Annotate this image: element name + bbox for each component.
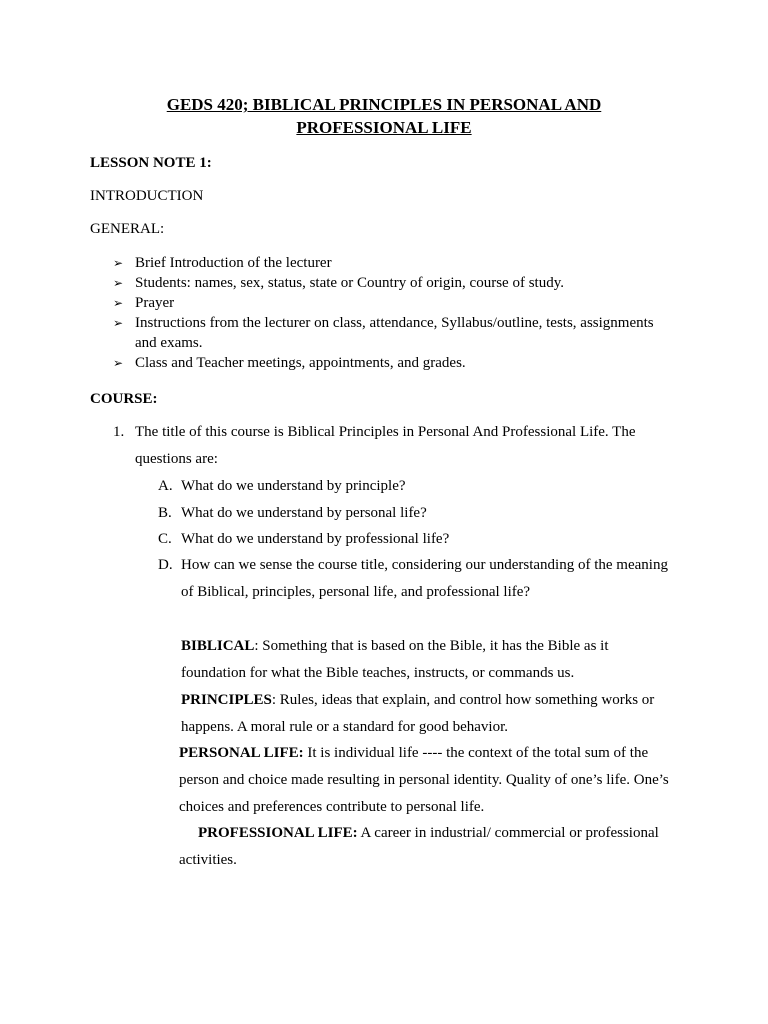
general-heading: GENERAL:	[90, 221, 165, 237]
definition-term: BIBLICAL	[181, 638, 255, 654]
arrow-bullet-icon: ➢	[113, 356, 124, 370]
bullet-text: Class and Teacher meetings, appointments, and grades.	[135, 355, 466, 371]
list-item	[113, 273, 683, 293]
question-text: What do we understand by personal life?	[181, 505, 427, 521]
title-line-2: PROFESSIONAL LIFE	[296, 118, 472, 137]
definition-text: : Rules, ideas that explain, and control how something works or	[271, 692, 655, 708]
item-1-line-1: The title of this course is Biblical Principles in Personal And Professional Life. The	[135, 424, 636, 440]
arrow-bullet-icon: ➢	[113, 296, 124, 310]
item-number: 1.	[113, 424, 125, 440]
introduction-heading: INTRODUCTION	[90, 188, 204, 204]
definition-personal-life-line-1	[179, 740, 648, 767]
question-text-continued: of Biblical, principles, personal life, and professional life?	[181, 584, 531, 600]
title-line-1: GEDS 420; BIBLICAL PRINCIPLES IN PERSONAL AND	[166, 95, 602, 114]
general-bullet-list	[113, 253, 683, 373]
lesson-note-heading: LESSON NOTE 1:	[90, 155, 212, 171]
bullet-text: Instructions from the lecturer on class, attendance, Syllabus/outline, tests, assignments	[135, 315, 654, 331]
question-letter: A.	[158, 478, 173, 494]
bullet-text-continued: and exams.	[135, 335, 203, 351]
definition-personal-life-line-3: choices and preferences contribute to personal life.	[179, 799, 485, 815]
course-heading: COURSE:	[90, 391, 158, 407]
bullet-text: Prayer	[135, 295, 175, 311]
list-item	[113, 293, 683, 313]
arrow-bullet-icon: ➢	[113, 276, 124, 290]
document-title	[90, 93, 678, 139]
question-letter: C.	[158, 531, 172, 547]
question-text: How can we sense the course title, considering our understanding of the meaning	[181, 557, 668, 573]
definition-text: A career in industrial/ commercial or professional	[357, 825, 659, 841]
definition-biblical-line-2: foundation for what the Bible teaches, instructs, or commands us.	[181, 665, 575, 681]
arrow-bullet-icon: ➢	[113, 256, 124, 270]
arrow-bullet-icon: ➢	[113, 316, 124, 330]
definition-term: PRINCIPLES	[181, 692, 272, 708]
list-item	[113, 353, 683, 373]
list-item	[113, 313, 683, 353]
question-text: What do we understand by principle?	[181, 478, 406, 494]
definition-principles-line-2: happens. A moral rule or a standard for good behavior.	[181, 719, 508, 735]
list-item	[113, 253, 683, 273]
question-text: What do we understand by professional life?	[181, 531, 450, 547]
definition-term: PROFESSIONAL LIFE:	[198, 825, 358, 841]
bullet-text: Brief Introduction of the lecturer	[135, 255, 332, 271]
definition-biblical-line-1	[181, 633, 609, 660]
definition-term: PERSONAL LIFE:	[179, 745, 304, 761]
definition-professional-life-line-1	[198, 820, 659, 847]
question-letter: B.	[158, 505, 172, 521]
question-letter: D.	[158, 557, 173, 573]
definition-text: : Something that is based on the Bible, it has the Bible as it	[254, 638, 609, 654]
definition-professional-life-line-2: activities.	[179, 852, 237, 868]
definition-principles-line-1	[181, 687, 654, 714]
definition-personal-life-line-2: person and choice made resulting in personal identity. Quality of one’s life. One’s	[179, 772, 669, 788]
bullet-text: Students: names, sex, status, state or Country of origin, course of study.	[135, 275, 564, 291]
definition-text: It is individual life ---- the context of the total sum of the	[303, 745, 649, 761]
item-1-line-2: questions are:	[135, 451, 218, 467]
